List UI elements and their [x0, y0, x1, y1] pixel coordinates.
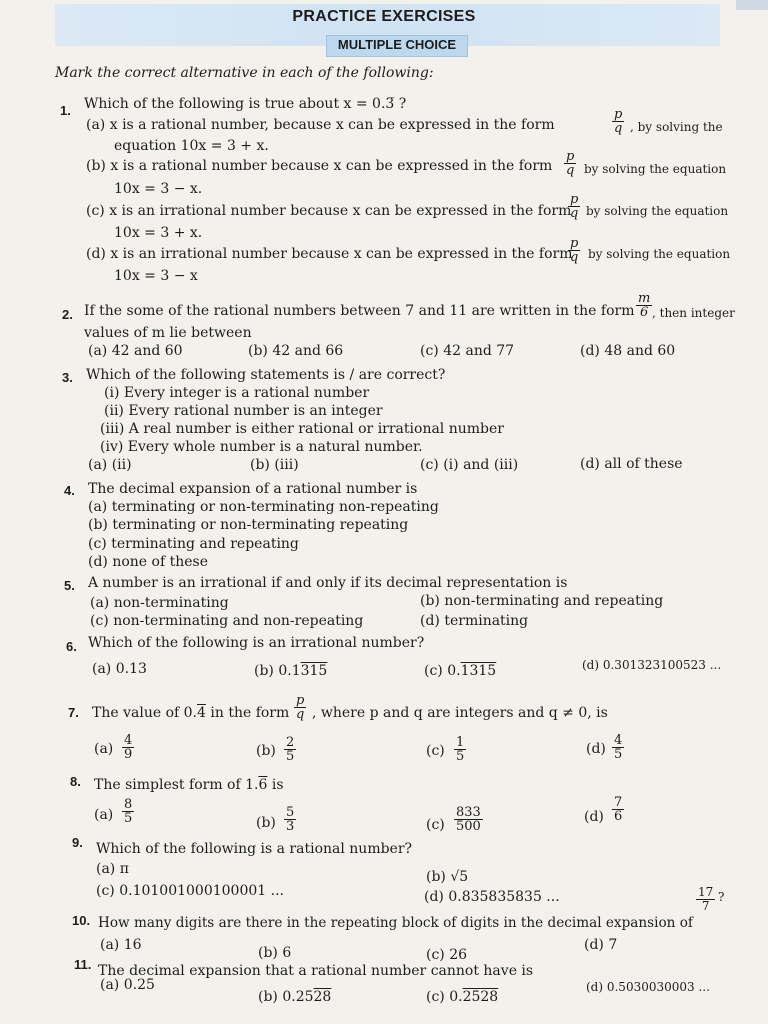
q2-fraction [636, 292, 652, 319]
fraction-numerator: 833 [456, 805, 481, 820]
fraction-denominator: q [566, 163, 575, 178]
q1-option-a-line2: equation 10x = 3 + x. [114, 138, 269, 154]
q1-stem: Which of the following is true about x = 0.3̅ ? [84, 96, 407, 112]
q10-option-a: (a) 16 [100, 937, 142, 953]
q3-statement-3: (iii) A real number is either rational or irrational number [100, 421, 504, 437]
q7-option-c-fraction [454, 736, 466, 763]
q10-option-b: (b) 6 [258, 945, 292, 961]
decimal-prefix: (b) 0.1 [254, 663, 301, 679]
instruction: Mark the correct alternative in each of the following: [55, 65, 434, 81]
q10-option-d: (d) 7 [584, 937, 618, 953]
fraction-denominator: 5 [614, 747, 623, 762]
fraction-denominator: q [296, 707, 305, 722]
q3-statement-4: (iv) Every whole number is a natural number. [100, 439, 423, 455]
q1-option-b-fraction [564, 150, 576, 177]
q5-option-c: (c) non-terminating and non-repeating [90, 613, 364, 629]
q3-option-d: (d) all of these [580, 456, 683, 472]
q10-option-c: (c) 26 [426, 947, 468, 963]
q8-option-d-label: (d) [584, 809, 604, 825]
q5-option-b: (b) non-terminating and repeating [420, 593, 664, 609]
q1-option-c-tail: by solving the equation [586, 204, 729, 218]
q1-option-b-line2: 10x = 3 − x. [114, 181, 203, 197]
fraction-numerator: 1 [456, 735, 465, 750]
q2-option-c: (c) 42 and 77 [420, 343, 515, 359]
decimal-prefix: (b) 0.25 [258, 989, 314, 1005]
q7-option-c-label: (c) [426, 743, 445, 759]
q9-option-d: (d) 0.835835835 ... [424, 889, 560, 905]
fraction-denominator: q [570, 206, 579, 221]
fraction-numerator: 4 [124, 733, 133, 748]
stem-tail: is [267, 777, 284, 793]
q4-option-a: (a) terminating or non-terminating non-repeating [88, 499, 439, 515]
q6-number: 6. [66, 639, 77, 654]
fraction-numerator: 8 [124, 797, 133, 812]
fraction-denominator: 500 [456, 819, 481, 834]
fraction-numerator: 5 [286, 805, 295, 820]
q2-stem-tail: , then integer [652, 306, 735, 320]
q2-option-d: (d) 48 and 60 [580, 343, 676, 359]
q3-stem: Which of the following statements is / are correct? [86, 367, 446, 383]
q7-number: 7. [68, 705, 79, 720]
decimal-prefix: The value of 0. [92, 705, 197, 721]
q10-fraction [696, 886, 715, 913]
fraction-denominator: q [614, 121, 623, 136]
q1-option-d-line2: 10x = 3 − x [114, 268, 198, 284]
q8-option-c-fraction [454, 806, 483, 833]
q1-option-d-tail: by solving the equation [588, 247, 731, 261]
fraction-numerator: 4 [614, 733, 623, 748]
q7-option-a-label: (a) [94, 741, 114, 757]
q5-number: 5. [64, 578, 75, 593]
fraction-numerator: p [570, 192, 579, 207]
q11-option-d: (d) 0.5030030003 ... [586, 980, 710, 994]
decimal-prefix: (c) 0. [426, 989, 463, 1005]
q1-option-d-fraction [568, 237, 580, 264]
q8-option-b-fraction [284, 806, 296, 833]
q7-stem-start [92, 704, 289, 722]
q7-option-d-fraction [612, 734, 624, 761]
q8-stem [94, 776, 284, 794]
fraction-denominator: 6 [640, 305, 649, 320]
q9-option-c: (c) 0.101001000100001 ... [96, 883, 284, 899]
q7-option-a-fraction [122, 734, 134, 761]
q6-option-b [254, 662, 327, 680]
page-subtitle: MULTIPLE CHOICE [337, 37, 457, 52]
repeating-digits: 4 [197, 705, 206, 721]
q8-option-d-fraction [612, 796, 624, 823]
stem-middle: in the form [205, 705, 290, 721]
q11-stem: The decimal expansion that a rational number cannot have is [98, 963, 534, 979]
q11-option-c [426, 988, 498, 1006]
q2-number: 2. [62, 307, 73, 322]
q3-statement-1: (i) Every integer is a rational number [104, 385, 370, 401]
q3-statement-2: (ii) Every rational number is an integer [104, 403, 383, 419]
q2-option-a: (a) 42 and 60 [88, 343, 183, 359]
decimal-prefix: (c) 0. [424, 663, 461, 679]
q5-option-d: (d) terminating [420, 613, 529, 629]
q10-stem: How many digits are there in the repeating block of digits in the decimal expansion of [98, 915, 693, 931]
fraction-denominator: q [570, 250, 579, 265]
q7-stem-tail: , where p and q are integers and q ≠ 0, is [312, 705, 608, 721]
repeating-digits: 6 [258, 777, 268, 793]
q6-option-d: (d) 0.301323100523 ... [582, 658, 722, 672]
q5-option-a: (a) non-terminating [90, 595, 229, 611]
q7-option-d-label: (d) [586, 741, 606, 757]
q1-option-a-line1: (a) x is a rational number, because x can be expressed in the form [86, 117, 555, 133]
q1-option-b-line1: (b) x is a rational number because x can be expressed in the form [86, 158, 553, 174]
fraction-denominator: 5 [124, 811, 133, 826]
q1-option-a-tail: , by solving the [630, 120, 723, 134]
repeating-digits: 28 [313, 989, 332, 1005]
fraction-denominator: 5 [286, 749, 295, 764]
q10-number: 10. [72, 913, 91, 928]
q1-option-d-line1: (d) x is an irrational number because x can be expressed in the form [86, 246, 573, 262]
q1-option-a-fraction [612, 108, 624, 135]
q5-stem: A number is an irrational if and only if its decimal representation is [88, 575, 568, 591]
fraction-denominator: 6 [614, 809, 623, 824]
fraction-numerator: p [614, 107, 623, 122]
q8-option-b-label: (b) [256, 815, 276, 831]
fraction-denominator: 7 [701, 899, 710, 913]
fraction-numerator: 2 [286, 735, 295, 750]
q6-option-a: (a) 0.13 [92, 661, 147, 677]
q4-option-b: (b) terminating or non-terminating repeating [88, 517, 409, 533]
fraction-denominator: 3 [286, 819, 295, 834]
q3-option-c: (c) (i) and (iii) [420, 457, 519, 473]
fraction-numerator: 7 [614, 795, 623, 810]
q2-stem: If the some of the rational numbers between 7 and 11 are written in the form [84, 303, 635, 319]
repeating-digits: 1315 [460, 663, 497, 679]
fraction-numerator: 17 [698, 885, 714, 899]
fraction-denominator: 5 [456, 749, 465, 764]
q8-option-a-label: (a) [94, 807, 114, 823]
fraction-numerator: m [638, 291, 651, 306]
q8-option-a-fraction [122, 798, 134, 825]
fraction-numerator: p [566, 149, 575, 164]
q11-option-b [258, 988, 331, 1006]
q6-stem: Which of the following is an irrational number? [88, 635, 425, 651]
q1-option-c-line2: 10x = 3 + x. [114, 225, 203, 241]
repeating-digits: 2528 [462, 989, 499, 1005]
q9-option-a: (a) π [96, 861, 129, 877]
q7-option-b-label: (b) [256, 743, 276, 759]
q11-number: 11. [74, 957, 92, 972]
fraction-numerator: p [570, 236, 579, 251]
q7-option-b-fraction [284, 736, 296, 763]
q10-stem-tail: ? [718, 890, 725, 904]
q3-number: 3. [62, 370, 73, 385]
q4-number: 4. [64, 483, 75, 498]
q1-option-c-line1: (c) x is an irrational number because x can be expressed in the form [86, 203, 572, 219]
q4-stem: The decimal expansion of a rational number is [88, 481, 418, 497]
q1-option-c-fraction [568, 193, 580, 220]
q3-option-a: (a) (ii) [88, 457, 132, 473]
q9-stem: Which of the following is a rational number? [96, 841, 413, 857]
q8-option-c-label: (c) [426, 817, 445, 833]
q9-number: 9. [72, 835, 83, 850]
q9-option-b: (b) √5 [426, 869, 469, 885]
q6-option-c [424, 662, 496, 680]
q7-fraction [294, 694, 306, 721]
q4-option-c: (c) terminating and repeating [88, 536, 299, 552]
q2-stem-line2: values of m lie between [84, 325, 252, 341]
q1-option-b-tail: by solving the equation [584, 162, 727, 176]
q3-option-b: (b) (iii) [250, 457, 299, 473]
q8-number: 8. [70, 774, 81, 789]
page-title: PRACTICE EXERCISES [292, 8, 476, 25]
q1-number: 1. [60, 103, 71, 118]
fraction-numerator: p [296, 693, 305, 708]
decimal-prefix: The simplest form of 1. [94, 777, 259, 793]
q4-option-d: (d) none of these [88, 554, 208, 570]
q11-option-a: (a) 0.25 [100, 977, 155, 993]
repeating-digits: 315 [300, 663, 328, 679]
q2-option-b: (b) 42 and 66 [248, 343, 344, 359]
fraction-denominator: 9 [124, 747, 133, 762]
